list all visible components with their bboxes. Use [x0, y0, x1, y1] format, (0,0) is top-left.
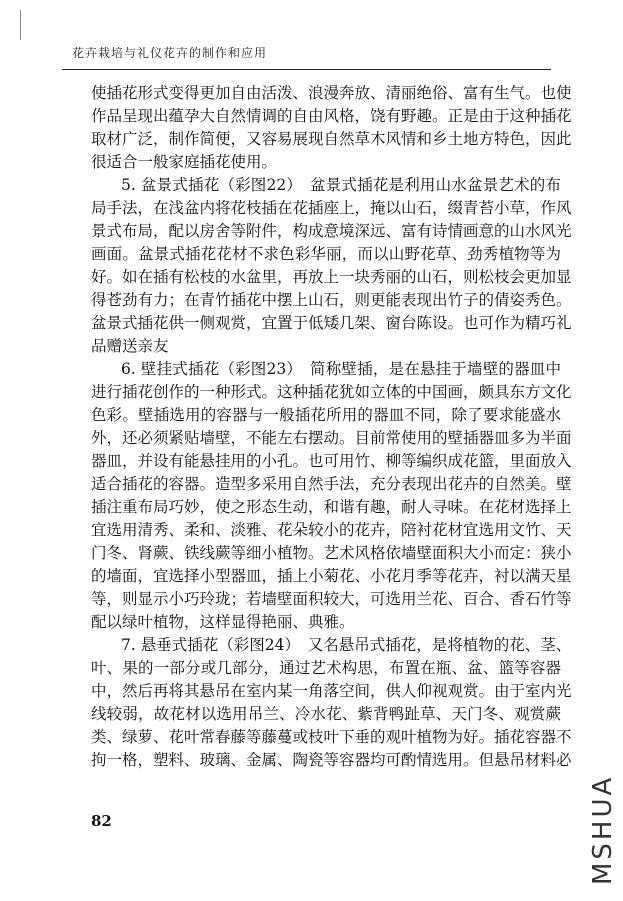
- text-line: 7. 悬垂式插花（彩图24） 又名悬吊式插花，是将植物的花、茎、: [121, 636, 572, 654]
- text-line: 外，还必须紧贴墙壁，不能左右摆动。目前常使用的壁插器皿多为半面: [91, 429, 572, 447]
- paragraph: [91, 358, 572, 634]
- paragraph: [91, 174, 572, 358]
- text-line: 很适合一般家庭插花使用。: [91, 153, 278, 171]
- text-line: 作品呈现出蕴孕大自然情调的自由风格，饶有野趣。正是由于这种插花: [91, 107, 572, 125]
- text-line: 得苍劲有力；在青竹插花中摆上山石，则更能表现出竹子的倩姿秀色。: [91, 291, 572, 309]
- text-line: 配以绿叶植物，这样显得艳丽、典雅。: [91, 613, 355, 631]
- text-line: 宜选用清秀、柔和、淡雅、花朵较小的花卉，陪衬花材宜选用文竹、天: [91, 521, 572, 539]
- text-line: 类、绿萝、花叶常春藤等藤蔓或枝叶下垂的观叶植物为好。插花容器不: [91, 728, 572, 746]
- text-line: 好。如在插有松枝的水盆里，再放上一块秀丽的山石，则松枝会更加显: [91, 268, 572, 286]
- scan-edge-mark: [20, 10, 21, 40]
- text-line: 叶、果的一部分或几部分，通过艺术构思，布置在瓶、盆、篮等容器: [91, 659, 561, 677]
- text-line: 门冬、肾蕨、铁线蕨等细小植物。艺术风格依墙壁面积大小而定：狭小: [91, 544, 572, 562]
- text-line: 适合插花的容器。造型多采用自然手法，充分表现出花卉的自然美。壁: [91, 475, 572, 493]
- text-line: 盆景式插花供一侧观赏，宜置于低矮几架、窗台陈设。也可作为精巧礼: [91, 314, 572, 332]
- text-line: 使插花形式变得更加自由活泼、浪漫奔放、清丽绝俗、富有生气。也使: [91, 84, 572, 102]
- text-line: 色彩。壁插选用的容器与一般插花所用的器皿不同，除了要求能盛水: [91, 406, 561, 424]
- text-line: 品赠送亲友: [91, 337, 169, 355]
- page-number: 82: [91, 812, 112, 830]
- text-line: 拘一格，塑料、玻璃、金属、陶瓷等容器均可酌情选用。但悬吊材料必: [91, 751, 572, 769]
- paragraph: [91, 634, 572, 772]
- text-line: 进行插花创作的一种形式。这种插花犹如立体的中国画，颇具东方文化: [91, 383, 572, 401]
- text-line: 线较弱，故花材以选用吊兰、冷水花、紫背鸭趾草、天门冬、观赏蕨: [91, 705, 561, 723]
- paragraph: [91, 82, 572, 174]
- text-line: 插注重布局巧妙，使之形态生动，和谐有趣，耐人寻味。在花材选择上: [91, 498, 572, 516]
- text-line: 取材广泛，制作简便，又容易展现自然草木风情和乡土地方特色，因此: [91, 130, 572, 148]
- text-line: 等，则显示小巧玲珑；若墙壁面积较大，可选用兰花、百合、香石竹等: [91, 590, 572, 608]
- text-line: 的墙面，宜选择小型器皿，插上小菊花、小花月季等花卉，衬以满天星: [91, 567, 572, 585]
- watermark: MSHUA: [588, 774, 618, 885]
- text-line: 局手法，在浅盆内将花枝插在花插座上，掩以山石，缀青苔小草，作风: [91, 199, 572, 217]
- text-line: 6. 壁挂式插花（彩图23） 简称壁插，是在悬挂于墙壁的器皿中: [121, 360, 561, 378]
- running-header-title: 花卉栽培与礼仪花卉的制作和应用: [72, 46, 268, 60]
- text-line: 画面。盆景式插花花材不求色彩华丽，而以山野花草、劲秀植物等为: [91, 245, 561, 263]
- text-line: 中，然后再将其悬吊在室内某一角落空间，供人仰视观赏。由于室内光: [91, 682, 572, 700]
- body-text: [91, 82, 572, 772]
- text-line: 5. 盆景式插花（彩图22） 盆景式插花是利用山水盆景艺术的布: [121, 176, 561, 194]
- text-line: 景式布局，配以房舍等附件，构成意境深远、富有诗情画意的山水风光: [91, 222, 572, 240]
- header-rule: [62, 69, 551, 70]
- text-line: 器皿，并设有能悬挂用的小孔。也可用竹、柳等编织成花篮，里面放入: [91, 452, 572, 470]
